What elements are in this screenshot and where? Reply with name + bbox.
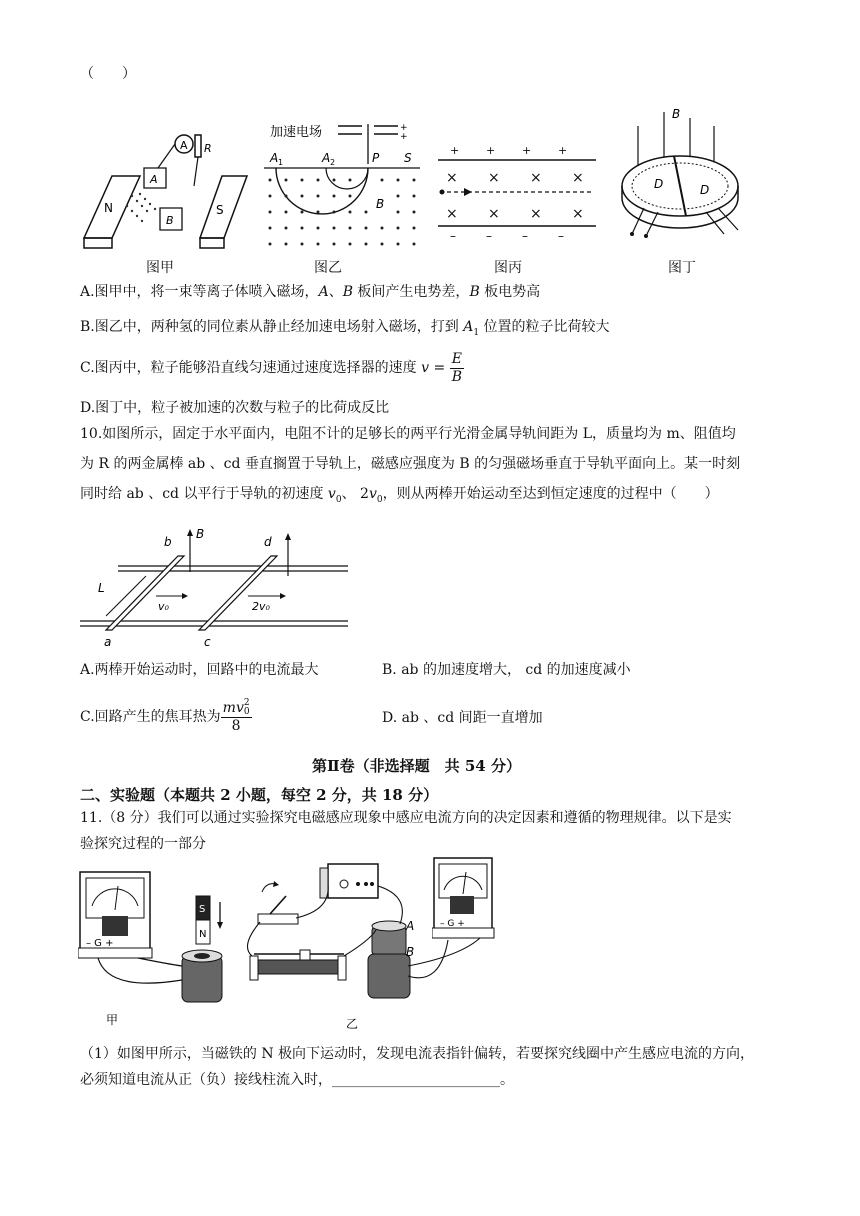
answer-bracket: （ ） [80,66,136,82]
label-N: N [199,929,207,940]
q11-sub1-line2: 必须知道电流从正（负）接线柱流入时，________________________。 [80,1072,514,1088]
svg-text:–: – [486,229,492,242]
q10-stem-line2: 为 R 的两金属棒 ab 、cd 垂直搁置于导轨上，磁感应强度为 B 的匀强磁场垂直于导轨平面向上。某一时刻 [80,456,741,472]
label-A: A [406,919,415,933]
svg-text:+: + [558,144,568,157]
label-S: S [216,203,224,217]
label-b: b [164,535,172,549]
figure-q11-jia [78,862,230,1032]
label-P: P [372,151,380,165]
caption-yi: 图乙 [314,260,342,276]
label-d: d [264,535,272,549]
svg-text:×: × [530,206,542,222]
label-D2: D [700,183,710,197]
figure-bing [436,142,598,242]
label-yi: 乙 [346,1017,359,1031]
svg-text:×: × [530,170,542,186]
q11-sub1-line1: （1）如图甲所示，当磁铁的 N 极向下运动时，发现电流表指针偏转，若要探究线圈中产生感应电流的方向， [80,1046,755,1062]
svg-text:×: × [446,170,458,186]
q9-option-d[interactable]: D.图丁中，粒子被加速的次数与粒子的比荷成反比 [80,400,390,416]
label-D1: D [654,177,664,191]
q11-stem-line1: 11.（8 分）我们可以通过实验探究电磁感应现象中感应电流方向的决定因素和遵循的物理规律。以下是实 [80,810,732,826]
svg-text:1: 1 [278,158,284,167]
svg-text:×: × [446,206,458,222]
q10-option-a[interactable]: A.两棒开始运动时，回路中的电流最大 [80,662,319,678]
q9-option-b[interactable]: B.图乙中，两种氢的同位素从静止经加速电场射入磁场，打到 $A_1$ 位置的粒子比荷较大 [80,319,610,338]
label-B: B [166,214,174,227]
section-title: 第Ⅱ卷（非选择题 共 54 分） [312,757,521,775]
figure-q11-galvanometer-right [432,856,496,942]
label-B: B [196,527,205,541]
label-S: S [199,904,206,915]
label-B: B [376,197,385,211]
label-2v0: 2v₀ [252,600,270,613]
label-B: B [406,945,415,959]
figure-jia [82,126,252,252]
svg-text:–: – [450,229,456,242]
q10-stem-line3: 同时给 ab 、cd 以平行于导轨的初速度 $v_0$、 $2v_0$，则从两棒开始运动至达到恒定速度的过程中（ ） [80,486,719,505]
figure-yi [262,118,422,250]
label-meter: A [180,139,188,152]
label-jia: 甲 [106,1013,119,1027]
q9-option-c[interactable]: C.图丙中，粒子能够沿直线匀速通过速度选择器的速度 v = $\frac{E}{B}$ [80,350,462,385]
q9-option-a[interactable]: A.图甲中，将一束等离子体喷入磁场，A、B 板间产生电势差，B 板电势高 [80,284,541,300]
label-A2: A [322,151,331,165]
part2-heading: 二、实验题（本题共 2 小题，每空 2 分，共 18 分） [80,786,439,804]
svg-text:– G +: – G + [440,919,465,929]
label-S: S [404,151,412,165]
svg-text:+: + [522,144,532,157]
q10-stem-line1: 10.如图所示，固定于水平面内，电阻不计的足够长的两平行光滑金属导轨间距为 L，质量均为 m、阻值均 [80,426,736,442]
svg-text:×: × [572,170,584,186]
figure-q10-rails [78,526,350,652]
label-N: N [104,201,113,215]
svg-text:×: × [572,206,584,222]
q11-sub1-answer-blank[interactable]: ________________________ [332,1072,500,1088]
caption-ding: 图丁 [668,260,696,276]
svg-text:×: × [488,170,500,186]
q10-option-c[interactable]: C.回路产生的焦耳热为 mv 2 0 8 [80,698,250,734]
caption-bing: 图丙 [494,260,522,276]
svg-text:+: + [450,144,460,157]
label-A: A [150,173,158,186]
svg-text:+: + [400,132,408,142]
svg-text:2: 2 [330,158,336,167]
label-a: a [104,635,112,649]
label-L: L [98,581,105,595]
label-c: c [204,635,211,649]
svg-text:–: – [558,229,564,242]
q10-option-b[interactable]: B. ab 的加速度增大， cd 的加速度减小 [382,662,631,678]
caption-jia: 图甲 [146,260,174,276]
label-accel-field: 加速电场 [270,125,323,140]
label-A1: A [270,151,279,165]
svg-text:+: + [486,144,496,157]
svg-text:–: – [522,229,528,242]
svg-text:×: × [488,206,500,222]
q11-stem-line2: 验探究过程的一部分 [80,836,206,852]
svg-text:+: + [400,123,408,133]
label-B: B [672,107,681,121]
figure-ding [614,104,754,244]
q10-option-d[interactable]: D. ab 、cd 间距一直增加 [382,710,543,726]
label-R: R [204,142,212,155]
svg-text:– G +: – G + [86,938,114,949]
label-v0: v₀ [158,600,169,613]
